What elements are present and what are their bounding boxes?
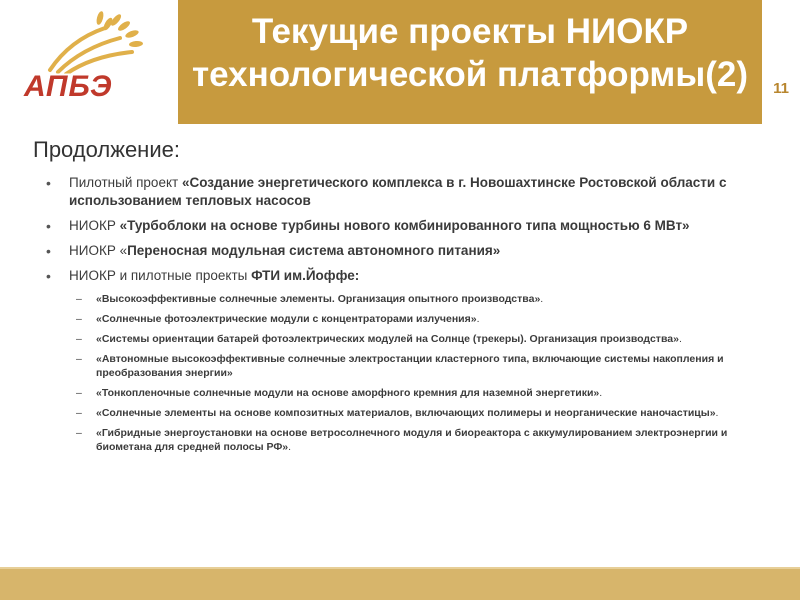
sub-list-item [40, 352, 770, 380]
footer-bar [0, 569, 800, 600]
sub-item-suffix: . [540, 293, 544, 305]
sub-list-item [40, 332, 770, 346]
item-bold-text: Переносная модульная система автономного питания» [127, 243, 501, 258]
dash-icon: – [76, 293, 82, 305]
sub-item-bold-text: «Автономные высокоэффективные солнечные электростанции кластерного типа, включающие системы накопления и преобразования энергии» [96, 353, 724, 379]
bullet-icon: • [46, 218, 51, 234]
sub-list-item [40, 312, 770, 326]
sub-item-bold-text: «Тонкопленочные солнечные модули на основе аморфного кремния для наземной энергетики» [96, 387, 600, 399]
page-title [178, 10, 762, 96]
dash-icon: – [76, 333, 82, 345]
sub-item-suffix: . [678, 333, 682, 345]
dash-icon: – [76, 313, 82, 325]
bullet-icon: • [46, 243, 51, 259]
sub-list-item [40, 386, 770, 400]
sub-item-suffix: . [715, 407, 719, 419]
list-item [40, 242, 770, 260]
sub-list-item [40, 292, 770, 306]
logo-text: АПБЭ [24, 70, 113, 103]
item-bold-text: «Турбоблоки на основе турбины нового комбинированного типа мощностью 6 МВт» [119, 218, 690, 233]
list-item [40, 267, 770, 285]
dash-icon: – [76, 387, 82, 399]
title-line-1: Текущие проекты НИОКР [251, 12, 689, 51]
item-text: НИОКР и пилотные проекты [69, 268, 252, 283]
content-list [40, 174, 770, 460]
dash-icon: – [76, 427, 82, 439]
dash-icon: – [76, 353, 82, 365]
item-text: НИОКР [69, 218, 120, 233]
dash-icon: – [76, 407, 82, 419]
sub-item-suffix: . [599, 387, 603, 399]
sub-list-item [40, 406, 770, 420]
page-number: 11 [773, 80, 789, 97]
logo-area [0, 0, 178, 120]
title-line-2: технологической платформы(2) [192, 55, 748, 94]
bullet-icon: • [46, 175, 51, 191]
item-text: НИОКР « [69, 243, 128, 258]
sub-item-bold-text: «Гибридные энергоустановки на основе ветросолнечного модуля и биореактора с аккумулированием электроэнергии и биометана для средней полосы РФ» [96, 427, 728, 453]
bullet-icon: • [46, 268, 51, 284]
item-bold-text: ФТИ им.Йоффе: [251, 268, 360, 283]
list-item [40, 217, 770, 235]
item-text: Пилотный проект [69, 175, 182, 190]
section-subtitle: Продолжение: [33, 137, 180, 162]
sub-item-suffix: . [288, 441, 292, 453]
item-bold-text: «Создание энергетического комплекса в г. Новошахтинске Ростовской области с использованием тепловых насосов [69, 175, 727, 208]
sub-list-item [40, 426, 770, 454]
sub-item-suffix: . [476, 313, 480, 325]
list-item [40, 174, 770, 210]
header-right-area [762, 0, 800, 124]
sub-item-bold-text: «Солнечные фотоэлектрические модули с концентраторами излучения» [96, 313, 477, 325]
sub-item-bold-text: «Высокоэффективные солнечные элементы. Организация опытного производства» [96, 293, 541, 305]
sub-item-bold-text: «Солнечные элементы на основе композитных материалов, включающих полимеры и неорганические наночастицы» [96, 407, 716, 419]
sub-item-bold-text: «Системы ориентации батарей фотоэлектрических модулей на Солнце (трекеры). Организация производства» [96, 333, 679, 345]
